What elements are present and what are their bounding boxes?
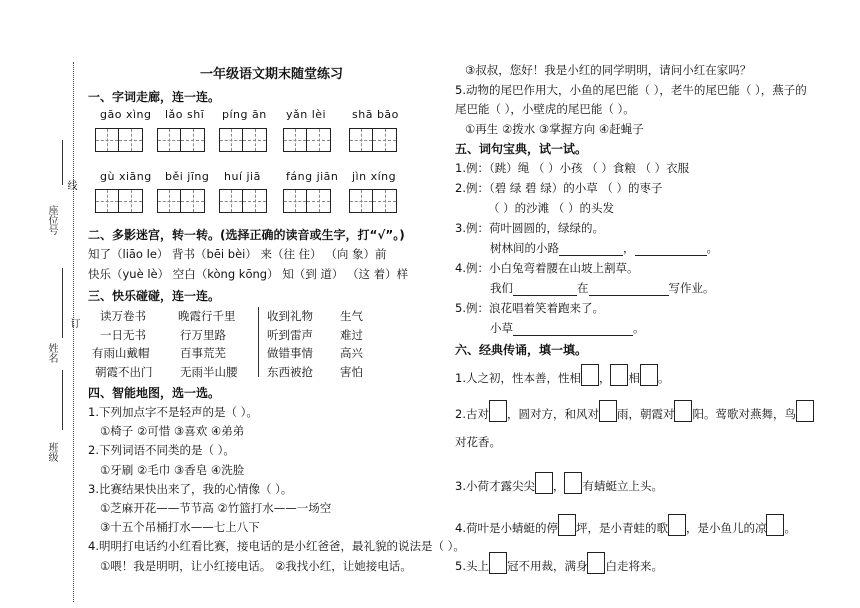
seat-line (62, 140, 63, 185)
pinyin: fáng jiān (286, 170, 339, 183)
tianzige-box[interactable] (599, 400, 617, 422)
match-item: 一日无书 (100, 328, 146, 342)
poem-text: ， (552, 479, 565, 493)
question: 2.下列词语不同类的是（ ）。 (88, 443, 235, 457)
writing-grid[interactable] (157, 189, 205, 213)
tianzige-box[interactable] (610, 364, 628, 386)
tianzige-box[interactable] (668, 514, 686, 536)
poem-text: 。 (784, 521, 796, 535)
poem-line (455, 400, 814, 422)
tianzige-box[interactable] (766, 514, 784, 536)
poem-text: 坪，是小青蛙的歌 (575, 521, 668, 535)
poem-text: 阳。莺歌对燕舞，鸟 (692, 407, 796, 421)
tianzige-box[interactable] (535, 472, 553, 494)
writing-grid[interactable] (283, 128, 331, 152)
class-label: 班级 (46, 442, 57, 462)
pinyin: lǎo shī (165, 108, 205, 121)
writing-grid[interactable] (95, 189, 143, 213)
pinyin: běi jīng (165, 170, 210, 183)
name-line (62, 268, 63, 338)
pinyin: huí jiā (224, 170, 261, 183)
binding-margin-line (73, 62, 74, 602)
question-line: 知了（liāo le） 背书（bēi bèi） 来（往 住） （向 象）前 (88, 247, 387, 261)
writing-grid[interactable] (157, 128, 205, 152)
poem-text: 5.头上 (455, 559, 489, 573)
margin-mark-line: 线 (65, 180, 76, 190)
question: 4.明明打电话约小红看比赛，接电话的是小红爸爸，最礼貌的说法是（ ）。 (88, 539, 465, 553)
poem-text: ， (598, 371, 611, 385)
poem-text: 3.小荷才露尖尖 (455, 479, 535, 493)
tianzige-box[interactable] (489, 552, 507, 574)
answer-blank[interactable] (513, 295, 577, 296)
poem-text: 白走将来。 (605, 559, 663, 573)
poem-line (455, 472, 663, 494)
tianzige-box[interactable] (587, 552, 605, 574)
poem-text: 。 (657, 371, 670, 385)
fill-label: 写作业。 (668, 281, 715, 295)
poem-line (455, 552, 663, 574)
options: ①喂！我是明明，让小红接电话。 ②我找小红，让她接电话。 (100, 559, 412, 573)
question: 1.下列加点字不是轻声的是（ ）。 (88, 405, 258, 419)
poem-text: 1.人之初，性本善，性相 (455, 371, 581, 385)
margin-mark-bind: 订 (68, 318, 79, 328)
options: ①芝麻开花——节节高 ②竹篮打水——一场空 (100, 501, 332, 515)
fill-label: 树林间的小路 (490, 241, 559, 255)
poem-line (455, 364, 669, 386)
poem-text: ，是小鱼儿的凉 (685, 521, 767, 535)
question: 3.比赛结果快出来了，我的心情像（ ）。 (88, 482, 293, 496)
exercise: 1.例：（跳）绳 （ ）小孩 （ ）食粮 （ ）衣服 (455, 161, 690, 175)
poem-text: 有蜻蜓立上头。 (582, 479, 663, 493)
poem-text: 4.荷叶是小蜻蜓的停 (455, 521, 558, 535)
page-title: 一年级语文期末随堂练习 (200, 67, 344, 82)
poem-line: 对花香。 (455, 435, 501, 449)
options: ①再生 ②拨水 ③掌握方向 ④赶蝇子 (465, 122, 644, 136)
options: ①椅子 ②可惜 ③喜欢 ④弟弟 (100, 424, 245, 438)
section-4-heading: 四、智能地图，选一选。 (88, 386, 221, 400)
match-item: 朝霞不出门 (95, 365, 153, 379)
poem-line (455, 514, 796, 536)
writing-grid[interactable] (219, 189, 267, 213)
name-label: 姓名 (46, 343, 57, 363)
tianzige-box[interactable] (558, 514, 576, 536)
answer-blank[interactable] (589, 295, 669, 296)
writing-grid[interactable] (349, 128, 397, 152)
section-2-heading: 二、多影迷宫，转一转。(选择正确的读音或生字，打“√”。) (88, 228, 405, 242)
poem-text: ，圆对方，和风对 (506, 407, 599, 421)
match-item: 收到礼物 (267, 309, 313, 323)
options: ①牙刷 ②毛巾 ③香皂 ④洗脸 (100, 463, 245, 477)
question: 尾巴能（ ），小壁虎的尾巴能（ ）。 (455, 102, 635, 116)
match-item: 高兴 (340, 346, 363, 360)
match-item: 害怕 (340, 365, 363, 379)
section-3-heading: 三、快乐碰碰，连一连。 (88, 289, 221, 303)
tianzige-box[interactable] (674, 400, 692, 422)
answer-blank[interactable] (635, 255, 707, 256)
tianzige-box[interactable] (489, 400, 507, 422)
options: ③叔叔，您好！我是小红的同学明明，请问小红在家吗？ (465, 63, 752, 77)
section-5-heading: 五、词句宝典，试一试。 (455, 142, 588, 156)
writing-grid[interactable] (95, 128, 143, 152)
pinyin: gāo xìng (100, 108, 152, 121)
tianzige-box[interactable] (640, 364, 658, 386)
exercise: 5.例：浪花唱着笑着跑来了。 (455, 301, 604, 315)
pinyin: shā bāo (352, 108, 399, 121)
match-item: 有雨山戴帽 (92, 346, 150, 360)
question-line: 快乐（yuè lè） 空白（kòng kōng） 知（到 道） （这 着）样 (88, 267, 409, 281)
exercise-fill: 小草 。 (490, 321, 645, 335)
exercise-fill: 树林间的小路 ， 。 (490, 241, 718, 255)
fill-label: 我们 (490, 281, 513, 295)
tianzige-box[interactable] (564, 472, 582, 494)
answer-blank[interactable] (513, 335, 633, 336)
poem-text: 雨，朝霞对 (616, 407, 675, 421)
section-1-heading: 一、字词走廊，连一连。 (88, 90, 221, 104)
writing-grid[interactable] (219, 128, 267, 152)
options: ③十五个吊桶打水——七上八下 (100, 520, 260, 534)
column-divider (258, 307, 259, 377)
match-item: 行万里路 (180, 328, 226, 342)
exercise: 4.例：小白兔弯着腰在山坡上割草。 (455, 261, 639, 275)
match-item: 生气 (340, 309, 363, 323)
class-line (62, 370, 63, 430)
pinyin: jìn xíng (352, 170, 397, 183)
pinyin: píng ān (222, 108, 267, 121)
match-item: 无雨半山腰 (180, 365, 238, 379)
seat-label: 座位号 (46, 205, 57, 235)
exercise-fill (490, 280, 715, 296)
pinyin: yǎn lèi (286, 108, 327, 121)
match-item: 做错事情 (267, 346, 313, 360)
match-item: 读万卷书 (100, 309, 146, 323)
poem-text: 相 (628, 371, 640, 385)
answer-blank[interactable] (559, 255, 623, 256)
exercise: 2.例：（碧 绿 碧 绿）的小草 （ ）的枣子 (455, 181, 663, 195)
match-item: 听到雷声 (267, 328, 313, 342)
pinyin: gù xiāng (100, 170, 152, 183)
match-item: 晚霞行千里 (178, 309, 236, 323)
match-item: 百事荒芜 (180, 346, 226, 360)
writing-grid[interactable] (283, 189, 331, 213)
match-item: 东西被抢 (267, 365, 313, 379)
poem-text: 冠不用裁，满身 (506, 559, 588, 573)
tianzige-box[interactable] (796, 400, 814, 422)
exercise: 3.例：荷叶圆圆的，绿绿的。 (455, 221, 604, 235)
fill-label: 小草 (490, 321, 513, 335)
poem-text: 2.古对 (455, 407, 489, 421)
match-item: 难过 (340, 328, 363, 342)
exercise: （ ）的沙滩 （ ）的头发 (488, 201, 614, 215)
question: 5.动物的尾巴作用大，小鱼的尾巴能（ ），老牛的尾巴能（ ），燕子的 (455, 83, 807, 97)
section-6-heading: 六、经典传诵，填一填。 (455, 343, 588, 357)
writing-grid[interactable] (349, 189, 397, 213)
fill-label: 在 (577, 281, 589, 295)
tianzige-box[interactable] (581, 364, 599, 386)
